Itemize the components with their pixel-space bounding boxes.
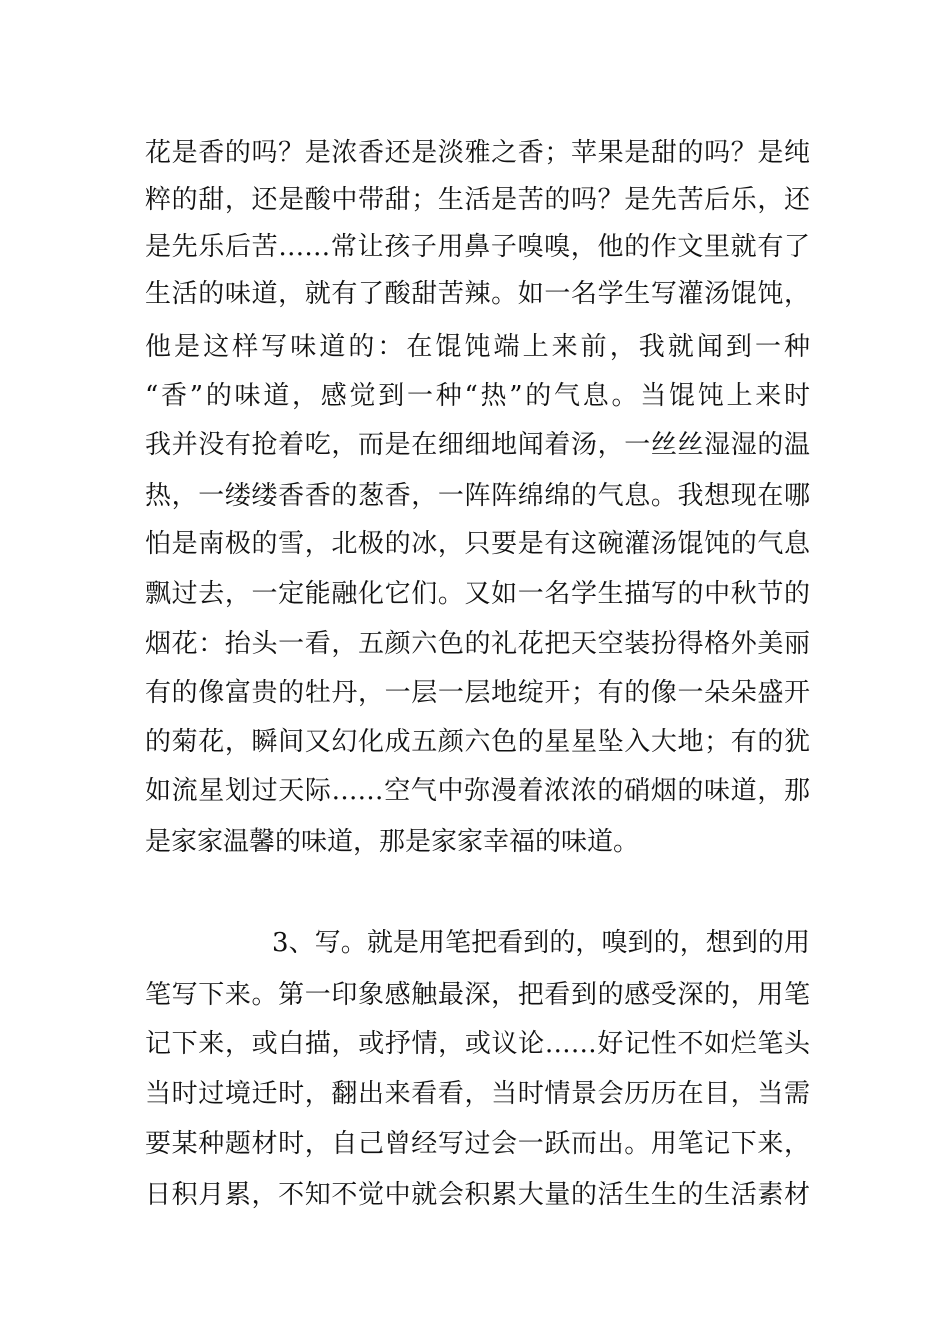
paragraph-line: 花是香的吗？是浓香还是淡雅之香；苹果是甜的吗？是纯 [145, 138, 810, 168]
paragraph-line: 热，一缕缕香香的葱香，一阵阵绵绵的气息。我想现在哪 [145, 481, 810, 511]
paragraph-line: 是先乐后苦……常让孩子用鼻子嗅嗅，他的作文里就有了 [145, 232, 810, 262]
paragraph-line: 如流星划过天际……空气中弥漫着浓浓的硝烟的味道，那 [145, 776, 810, 806]
paragraph-line: 我并没有抢着吃，而是在细细地闻着汤，一丝丝湿湿的温 [145, 430, 810, 460]
paragraph-line: 3、写。就是用笔把看到的，嗅到的，想到的用 [272, 928, 810, 958]
paragraph-line: 要某种题材时，自己曾经写过会一跃而出。用笔记下来， [145, 1129, 810, 1159]
paragraph-line: 记下来，或白描，或抒情，或议论……好记性不如烂笔头 [145, 1029, 810, 1059]
paragraph-line: 的菊花，瞬间又幻化成五颜六色的星星坠入大地；有的犹 [145, 727, 810, 757]
paragraph-line: 飘过去，一定能融化它们。又如一名学生描写的中秋节的 [145, 579, 810, 609]
paragraph-line: 怕是南极的雪，北极的冰，只要是有这碗灌汤馄饨的气息 [145, 529, 810, 559]
paragraph-line: 有的像富贵的牡丹，一层一层地绽开；有的像一朵朵盛开 [145, 678, 810, 708]
paragraph-line: 烟花：抬头一看，五颜六色的礼花把天空装扮得格外美丽 [145, 629, 810, 659]
paragraph-line: 他是这样写味道的：在馄饨端上来前，我就闻到一种 [145, 332, 810, 362]
paragraph-line: 生活的味道，就有了酸甜苦辣。如一名学生写灌汤馄饨， [145, 279, 810, 309]
paragraph-line: 日积月累，不知不觉中就会积累大量的活生生的生活素材 [145, 1180, 810, 1210]
paragraph-line: 当时过境迁时，翻出来看看，当时情景会历历在目，当需 [145, 1079, 810, 1109]
paragraph-line: “香”的味道，感觉到一种“热”的气息。当馄饨上来时 [145, 381, 810, 411]
paragraph-line: 笔写下来。第一印象感触最深，把看到的感受深的，用笔 [145, 980, 810, 1010]
paragraph-line: 是家家温馨的味道，那是家家幸福的味道。 [145, 827, 640, 857]
paragraph-line: 粹的甜，还是酸中带甜；生活是苦的吗？是先苦后乐，还 [145, 185, 810, 215]
